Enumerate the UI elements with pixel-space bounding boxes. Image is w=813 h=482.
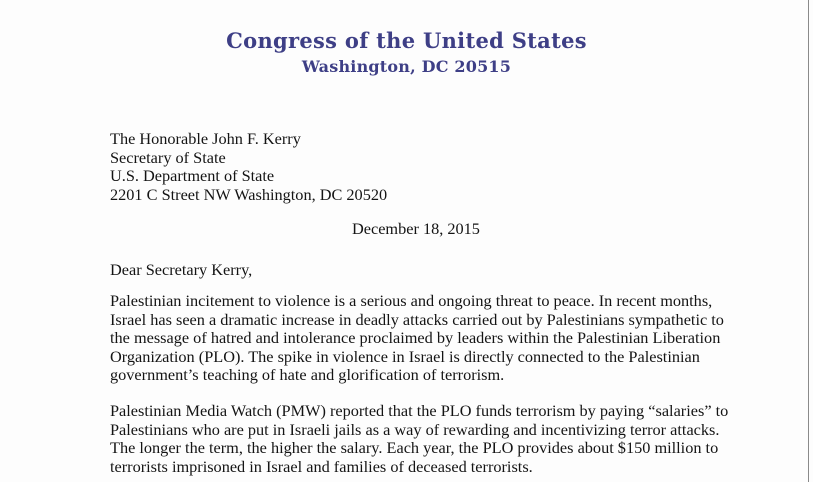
letterhead-title: Congress of the United States bbox=[226, 28, 587, 53]
paragraph-line: Organization (PLO). The spike in violence in Israel is directly connected to the Palestinian bbox=[110, 346, 700, 366]
letter-date: December 18, 2015 bbox=[352, 219, 480, 238]
recipient-address-block bbox=[110, 130, 387, 204]
recipient-name: The Honorable John F. Kerry bbox=[110, 129, 301, 148]
recipient-title: Secretary of State bbox=[110, 147, 226, 167]
paragraph-line: The longer the term, the higher the salary. Each year, the PLO provides about $150 million to bbox=[110, 438, 719, 458]
paragraph-line: Palestinians who are put in Israeli jails as a way of rewarding and incentivizing terror attacks. bbox=[110, 419, 720, 439]
recipient-department: U.S. Department of State bbox=[110, 166, 275, 186]
letterhead-address: Washington, DC 20515 bbox=[301, 57, 512, 76]
paragraph-line: terrorists imprisoned in Israel and families of deceased terrorists. bbox=[110, 456, 533, 476]
paragraph-line: Palestinian Media Watch (PMW) reported that the PLO funds terrorism by paying “salaries” to bbox=[110, 401, 729, 420]
salutation: Dear Secretary Kerry, bbox=[110, 260, 253, 279]
paragraph-line: Palestinian incitement to violence is a serious and ongoing threat to peace. In recent months, bbox=[110, 291, 713, 310]
paragraph-line: the message of hatred and intolerance proclaimed by leaders within the Palestinian Liberation bbox=[110, 328, 721, 348]
body-paragraph-1 bbox=[110, 292, 724, 385]
paragraph-line: Israel has seen a dramatic increase in deadly attacks carried out by Palestinians sympathetic to bbox=[110, 309, 724, 329]
paragraph-line: government’s teaching of hate and glorification of terrorism. bbox=[110, 365, 505, 385]
recipient-street-address: 2201 C Street NW Washington, DC 20520 bbox=[110, 184, 388, 204]
body-paragraph-2 bbox=[110, 402, 728, 476]
